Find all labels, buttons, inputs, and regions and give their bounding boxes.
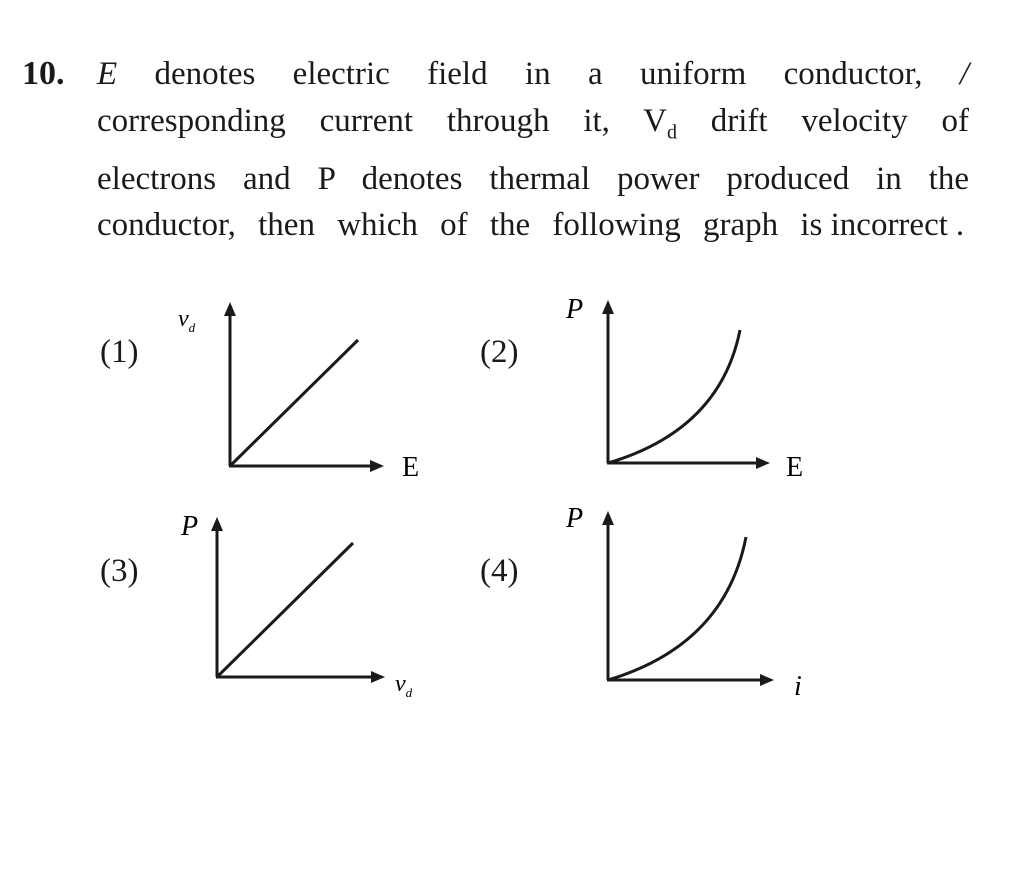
x-axis-arrow-icon — [760, 674, 774, 686]
question-line-5-end: . — [955, 207, 965, 244]
question-number: 10. — [22, 55, 65, 92]
question-line-3: electrons and P denotes thermal power produced in the — [97, 160, 969, 197]
graph-curve — [230, 340, 358, 466]
graph-curve — [217, 543, 353, 677]
x-axis-label: $v_d$ — [395, 671, 413, 700]
y-axis-arrow-icon — [224, 302, 236, 316]
graph-curve — [608, 330, 740, 463]
drift-subscript: d — [666, 121, 677, 144]
current-symbol: / — [959, 56, 970, 92]
question-line-2a: corresponding current through it, V — [97, 102, 667, 139]
x-axis-label: E — [786, 452, 804, 483]
question-line-4: conductor, then which of the following graph is — [97, 207, 823, 244]
graph-option-2 — [550, 290, 820, 490]
question-line-5: incorrect — [830, 207, 948, 244]
option-3-label: (3) — [100, 553, 139, 589]
y-axis-label: P — [181, 511, 199, 542]
y-axis-arrow-icon — [602, 300, 614, 314]
x-axis-arrow-icon — [370, 460, 384, 472]
y-axis-arrow-icon — [211, 517, 223, 531]
graph-option-3 — [165, 505, 435, 705]
option-1-label: (1) — [100, 334, 139, 370]
x-axis-arrow-icon — [756, 457, 770, 469]
graph-option-1 — [170, 290, 440, 490]
option-4-label: (4) — [480, 553, 519, 589]
question-line-2b: drift velocity of — [710, 102, 969, 139]
question-line-1: denotes electric field in a uniform conductor, — [154, 56, 923, 92]
x-axis-label: i — [794, 671, 802, 702]
x-axis-label: E — [402, 452, 420, 483]
y-axis-label: P — [566, 505, 584, 534]
y-axis-arrow-icon — [602, 511, 614, 525]
x-axis-arrow-icon — [371, 671, 385, 683]
graph-option-4 — [550, 505, 820, 705]
electric-field-symbol: E — [97, 56, 118, 92]
question-text — [97, 51, 969, 249]
option-2-label: (2) — [480, 334, 519, 370]
graph-curve — [608, 537, 746, 680]
y-axis-label: $v_d$ — [178, 306, 196, 335]
y-axis-label: P — [566, 294, 584, 325]
